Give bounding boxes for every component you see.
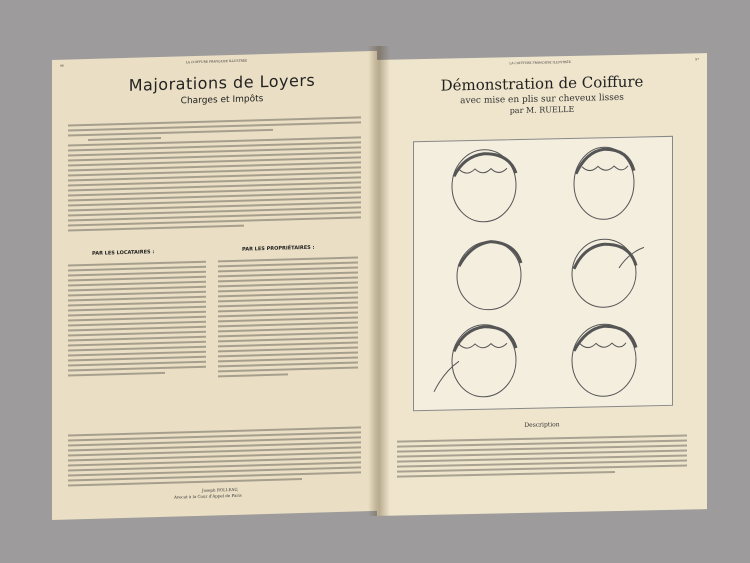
right-page-number: 97	[695, 57, 699, 62]
hairstyle-illustration	[413, 136, 673, 411]
left-running-head: LA COIFFURE FRANÇAISE ILLUSTRÉE	[185, 58, 248, 65]
right-article-byline: par M. RUELLE	[509, 104, 575, 116]
tenants-column-text	[68, 258, 206, 380]
description-heading: Description	[524, 421, 560, 429]
book-gutter	[368, 46, 390, 516]
right-page	[377, 53, 707, 516]
owners-column-heading: PAR LES PROPRIÉTAIRES :	[242, 244, 315, 253]
signature-name: Joseph ROLLEAU,	[202, 486, 239, 493]
right-article-subtitle: avec mise en plis sur cheveux lisses	[460, 92, 624, 107]
left-page-number: 96	[60, 63, 64, 68]
right-article-title: Démonstration de Coiffure	[440, 72, 644, 95]
tenants-column-heading: PAR LES LOCATAIRES :	[92, 249, 155, 257]
description-text	[397, 432, 687, 481]
left-article-subtitle: Charges et Impôts	[180, 94, 264, 107]
left-page	[52, 51, 377, 520]
right-running-head: LA COIFFURE FRANÇAISE ILLUSTRÉE	[509, 59, 571, 66]
intro-paragraph	[68, 113, 361, 234]
left-article-title: Majorations de Loyers	[128, 70, 316, 95]
closing-paragraph	[68, 423, 361, 489]
right-running-header	[385, 57, 699, 68]
magazine-spread	[52, 46, 702, 516]
left-running-header	[60, 55, 369, 68]
signature-role: Avocat à la Cour d'Appel de Paris	[174, 492, 242, 500]
owners-column-text	[218, 253, 358, 380]
hairstyle-drawings	[414, 137, 672, 410]
